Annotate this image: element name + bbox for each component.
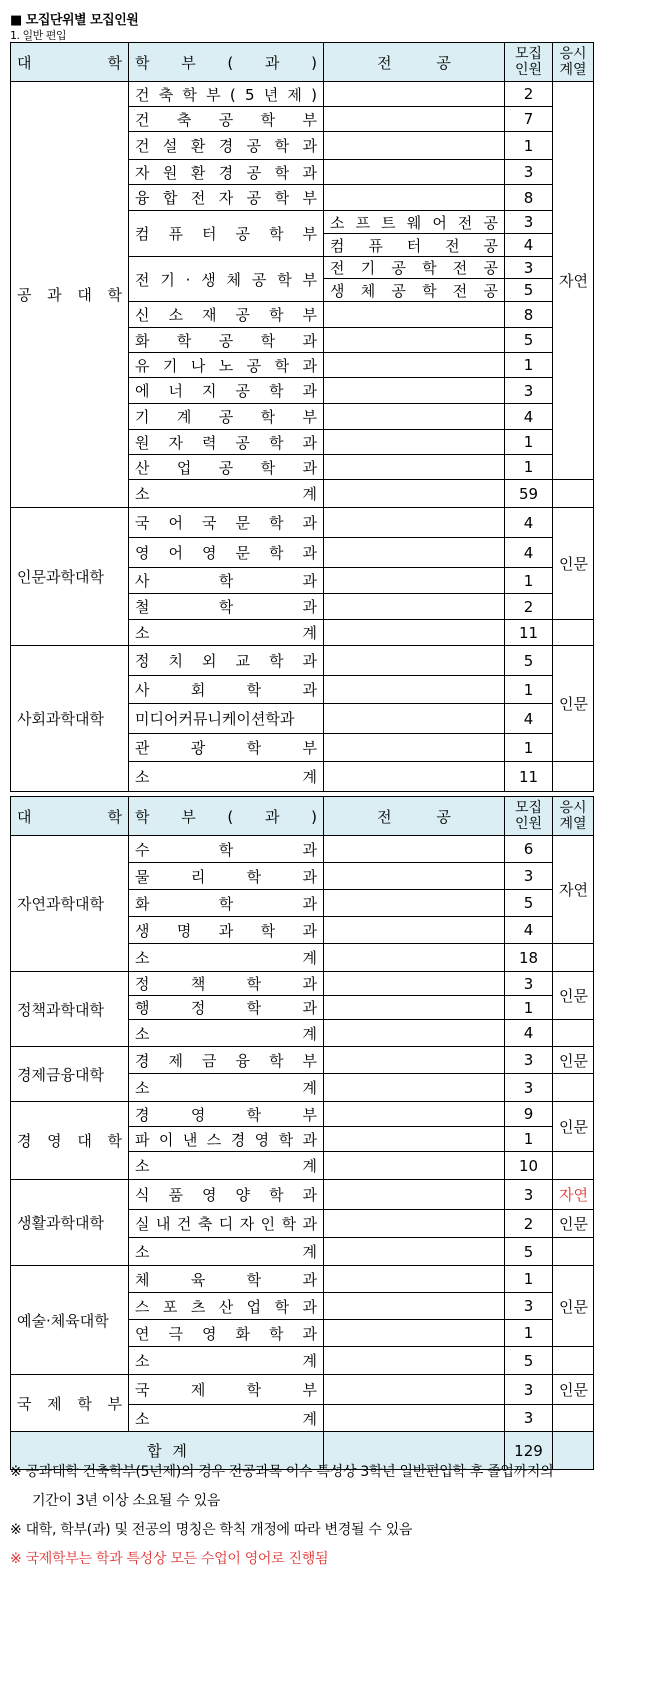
subtotal-value: 10 <box>505 1152 553 1180</box>
section-heading: ■ 모집단위별 모집인원 <box>10 13 139 28</box>
college-cell: 국 제 학 부 <box>11 1375 129 1432</box>
total-label: 합 계 <box>11 1432 324 1470</box>
dept-cell: 국 어 국 문 학 과 <box>129 508 324 538</box>
header-college: 대 학 <box>11 43 129 82</box>
subtotal-value: 3 <box>505 1074 553 1102</box>
dept-cell: 체 육 학 과 <box>129 1266 324 1293</box>
major-cell <box>324 132 505 160</box>
track-cell: 인문 <box>553 972 594 1020</box>
major-cell <box>324 538 505 568</box>
note-line: ※ 국제학부는 학과 특성상 모든 수업이 영어로 진행됨 <box>10 1551 329 1567</box>
quota-cell: 3 <box>505 1180 553 1210</box>
subtotal-label: 소 계 <box>129 1347 324 1375</box>
header-major: 전 공 <box>324 43 505 82</box>
track-cell <box>553 762 594 792</box>
quota-cell: 1 <box>505 1127 553 1152</box>
quota-cell: 3 <box>505 1293 553 1320</box>
section-subheading: 1. 일반 편입 <box>10 29 66 42</box>
quota-cell: 1 <box>505 455 553 480</box>
header-quota: 모집 인원 <box>505 797 553 836</box>
quota-cell: 3 <box>505 257 553 279</box>
major-cell <box>324 107 505 132</box>
major-cell <box>324 1238 505 1266</box>
major-cell <box>324 972 505 996</box>
dept-cell: 신 소 재 공 학 부 <box>129 302 324 328</box>
quota-cell: 9 <box>505 1102 553 1127</box>
dept-cell: 경 제 금 융 학 부 <box>129 1047 324 1074</box>
dept-cell: 유 기 나 노 공 학 과 <box>129 353 324 378</box>
quota-cell: 1 <box>505 353 553 378</box>
table-row <box>11 1102 594 1127</box>
major-cell <box>324 734 505 762</box>
dept-cell: 융 합 전 자 공 학 부 <box>129 185 324 211</box>
dept-cell: 생 명 과 학 과 <box>129 917 324 944</box>
header-dept: 학 부 ( 과 ) <box>129 43 324 82</box>
major-cell <box>324 404 505 430</box>
quota-cell: 8 <box>505 302 553 328</box>
quota-cell: 4 <box>505 917 553 944</box>
major-cell <box>324 82 505 107</box>
dept-cell: 철 학 과 <box>129 594 324 620</box>
track-cell: 자연 <box>553 82 594 480</box>
quota-cell: 3 <box>505 1375 553 1405</box>
quota-cell: 4 <box>505 404 553 430</box>
major-cell <box>324 836 505 863</box>
major-cell <box>324 302 505 328</box>
major-cell <box>324 568 505 594</box>
subtotal-label: 소 계 <box>129 1020 324 1047</box>
subtotal-value: 11 <box>505 762 553 792</box>
subtotal-value: 4 <box>505 1020 553 1047</box>
major-cell <box>324 1210 505 1238</box>
major-cell <box>324 620 505 646</box>
major-cell <box>324 944 505 972</box>
table-header-row <box>11 43 594 82</box>
subtotal-value: 5 <box>505 1238 553 1266</box>
quota-cell: 1 <box>505 1266 553 1293</box>
major-cell <box>324 508 505 538</box>
track-cell <box>553 944 594 972</box>
admission-table-2 <box>10 796 594 1470</box>
dept-cell: 화 학 과 <box>129 890 324 917</box>
header-track: 응시 계열 <box>553 43 594 82</box>
admission-table-1 <box>10 42 594 792</box>
quota-cell: 3 <box>505 1047 553 1074</box>
major-cell <box>324 646 505 676</box>
college-cell: 사회과학대학 <box>11 646 129 792</box>
major-cell <box>324 1320 505 1347</box>
dept-cell: 자 원 환 경 공 학 과 <box>129 160 324 185</box>
dept-cell: 파 이 낸 스 경 영 학 과 <box>129 1127 324 1152</box>
major-cell <box>324 1293 505 1320</box>
major-cell <box>324 185 505 211</box>
college-cell: 자연과학대학 <box>11 836 129 972</box>
major-cell <box>324 353 505 378</box>
track-cell: 인문 <box>553 646 594 762</box>
table-row <box>11 646 594 676</box>
quota-cell: 3 <box>505 972 553 996</box>
major-cell <box>324 1347 505 1375</box>
track-cell: 인문 <box>553 1266 594 1347</box>
track-cell <box>553 1347 594 1375</box>
track-cell: 자연 <box>553 836 594 944</box>
major-cell <box>324 378 505 404</box>
college-cell: 인문과학대학 <box>11 508 129 646</box>
track-cell <box>553 1020 594 1047</box>
major-cell <box>324 1074 505 1102</box>
dept-cell: 산 업 공 학 과 <box>129 455 324 480</box>
dept-cell: 에 너 지 공 학 과 <box>129 378 324 404</box>
quota-cell: 1 <box>505 996 553 1020</box>
subtotal-label: 소 계 <box>129 620 324 646</box>
header-college: 대 학 <box>11 797 129 836</box>
quota-cell: 5 <box>505 279 553 302</box>
dept-cell: 컴 퓨 터 공 학 부 <box>129 211 324 257</box>
major-cell <box>324 455 505 480</box>
dept-cell: 행 정 학 과 <box>129 996 324 1020</box>
table-row <box>11 508 594 538</box>
quota-cell: 1 <box>505 132 553 160</box>
major-cell <box>324 594 505 620</box>
table-row <box>11 1266 594 1293</box>
subtotal-value: 59 <box>505 480 553 508</box>
table-row <box>11 836 594 863</box>
quota-cell: 4 <box>505 704 553 734</box>
notes <box>10 1458 650 1574</box>
dept-cell: 물 리 학 과 <box>129 863 324 890</box>
subtotal-label: 소 계 <box>129 1074 324 1102</box>
subtotal-value: 11 <box>505 620 553 646</box>
dept-cell: 화 학 공 학 과 <box>129 328 324 353</box>
major-cell: 생 체 공 학 전 공 <box>324 279 505 302</box>
dept-cell: 식 품 영 양 학 과 <box>129 1180 324 1210</box>
dept-cell: 정 치 외 교 학 과 <box>129 646 324 676</box>
quota-cell: 3 <box>505 160 553 185</box>
college-cell: 공 과 대 학 <box>11 82 129 508</box>
quota-cell: 2 <box>505 594 553 620</box>
dept-cell: 사 회 학 과 <box>129 676 324 704</box>
dept-cell: 원 자 력 공 학 과 <box>129 430 324 455</box>
subtotal-label: 소 계 <box>129 762 324 792</box>
dept-cell: 기 계 공 학 부 <box>129 404 324 430</box>
quota-cell: 1 <box>505 676 553 704</box>
table-row <box>11 1180 594 1210</box>
table-header-row <box>11 797 594 836</box>
quota-cell: 5 <box>505 646 553 676</box>
dept-cell: 영 어 영 문 학 과 <box>129 538 324 568</box>
dept-cell: 실 내 건 축 디 자 인 학 과 <box>129 1210 324 1238</box>
dept-cell: 연 극 영 화 학 과 <box>129 1320 324 1347</box>
quota-cell: 8 <box>505 185 553 211</box>
major-cell <box>324 762 505 792</box>
quota-cell: 1 <box>505 430 553 455</box>
track-cell: 인문 <box>553 508 594 620</box>
note-line: ※ 공과대학 건축학부(5년제)의 경우 전공과목 이수 특성상 3학년 일반편입학 후 졸업까지의 <box>10 1464 554 1480</box>
note-line: 기간이 3년 이상 소요될 수 있음 <box>32 1493 221 1509</box>
track-cell: 인문 <box>553 1375 594 1405</box>
track-cell <box>553 620 594 646</box>
subtotal-label: 소 계 <box>129 1152 324 1180</box>
major-cell: 소 프 트 웨 어 전 공 <box>324 211 505 234</box>
quota-cell: 1 <box>505 734 553 762</box>
major-cell <box>324 863 505 890</box>
subtotal-label: 소 계 <box>129 944 324 972</box>
major-cell <box>324 1375 505 1405</box>
header-dept: 학 부 ( 과 ) <box>129 797 324 836</box>
track-cell: 인문 <box>553 1047 594 1074</box>
dept-cell: 정 책 학 과 <box>129 972 324 996</box>
college-cell: 경제금융대학 <box>11 1047 129 1102</box>
quota-cell: 3 <box>505 863 553 890</box>
quota-cell: 1 <box>505 1320 553 1347</box>
quota-cell: 2 <box>505 82 553 107</box>
header-major: 전 공 <box>324 797 505 836</box>
dept-cell: 건 설 환 경 공 학 과 <box>129 132 324 160</box>
subtotal-value: 5 <box>505 1347 553 1375</box>
table-row <box>11 82 594 107</box>
major-cell <box>324 917 505 944</box>
track-cell <box>553 1238 594 1266</box>
track-cell: 인문 <box>553 1102 594 1152</box>
major-cell <box>324 1047 505 1074</box>
major-cell <box>324 480 505 508</box>
quota-cell: 5 <box>505 890 553 917</box>
major-cell <box>324 1405 505 1432</box>
subtotal-label: 소 계 <box>129 480 324 508</box>
track-cell: 인문 <box>553 1210 594 1238</box>
track-cell <box>553 1405 594 1432</box>
header-quota: 모집 인원 <box>505 43 553 82</box>
major-cell <box>324 328 505 353</box>
major-cell <box>324 1020 505 1047</box>
quota-cell: 4 <box>505 234 553 257</box>
dept-cell: 미디어커뮤니케이션학과 <box>129 704 324 734</box>
major-cell <box>324 890 505 917</box>
quota-cell: 4 <box>505 508 553 538</box>
major-cell <box>324 1266 505 1293</box>
quota-cell: 3 <box>505 211 553 234</box>
major-cell: 전 기 공 학 전 공 <box>324 257 505 279</box>
subtotal-label: 소 계 <box>129 1238 324 1266</box>
dept-cell: 관 광 학 부 <box>129 734 324 762</box>
subtotal-value: 18 <box>505 944 553 972</box>
dept-cell: 사 학 과 <box>129 568 324 594</box>
major-cell <box>324 676 505 704</box>
track-cell <box>553 1152 594 1180</box>
quota-cell: 3 <box>505 378 553 404</box>
quota-cell: 4 <box>505 538 553 568</box>
quota-cell: 5 <box>505 328 553 353</box>
header-track: 응시 계열 <box>553 797 594 836</box>
table-row <box>11 1047 594 1074</box>
major-cell <box>324 160 505 185</box>
major-cell <box>324 704 505 734</box>
dept-cell: 전 기 · 생 체 공 학 부 <box>129 257 324 302</box>
track-cell: 자연 <box>553 1180 594 1210</box>
quota-cell: 7 <box>505 107 553 132</box>
dept-cell: 수 학 과 <box>129 836 324 863</box>
major-cell <box>324 996 505 1020</box>
subtotal-label: 소 계 <box>129 1405 324 1432</box>
table-row <box>11 972 594 996</box>
college-cell: 생활과학대학 <box>11 1180 129 1266</box>
quota-cell: 2 <box>505 1210 553 1238</box>
college-cell: 예술·체육대학 <box>11 1266 129 1375</box>
note-line: ※ 대학, 학부(과) 및 전공의 명칭은 학칙 개정에 따라 변경될 수 있음 <box>10 1522 413 1538</box>
major-cell <box>324 1180 505 1210</box>
major-cell <box>324 430 505 455</box>
dept-cell: 건 축 학 부 ( 5 년 제 ) <box>129 82 324 107</box>
quota-cell: 6 <box>505 836 553 863</box>
dept-cell: 국 제 학 부 <box>129 1375 324 1405</box>
major-cell <box>324 1127 505 1152</box>
total-value: 129 <box>505 1432 553 1470</box>
college-cell: 경 영 대 학 <box>11 1102 129 1180</box>
subtotal-value: 3 <box>505 1405 553 1432</box>
college-cell: 정책과학대학 <box>11 972 129 1047</box>
dept-cell: 경 영 학 부 <box>129 1102 324 1127</box>
dept-cell: 건 축 공 학 부 <box>129 107 324 132</box>
track-cell <box>553 1074 594 1102</box>
major-cell <box>324 1152 505 1180</box>
quota-cell: 1 <box>505 568 553 594</box>
table-row <box>11 1375 594 1405</box>
track-cell <box>553 480 594 508</box>
dept-cell: 스 포 츠 산 업 학 과 <box>129 1293 324 1320</box>
major-cell <box>324 1102 505 1127</box>
major-cell: 컴 퓨 터 전 공 <box>324 234 505 257</box>
